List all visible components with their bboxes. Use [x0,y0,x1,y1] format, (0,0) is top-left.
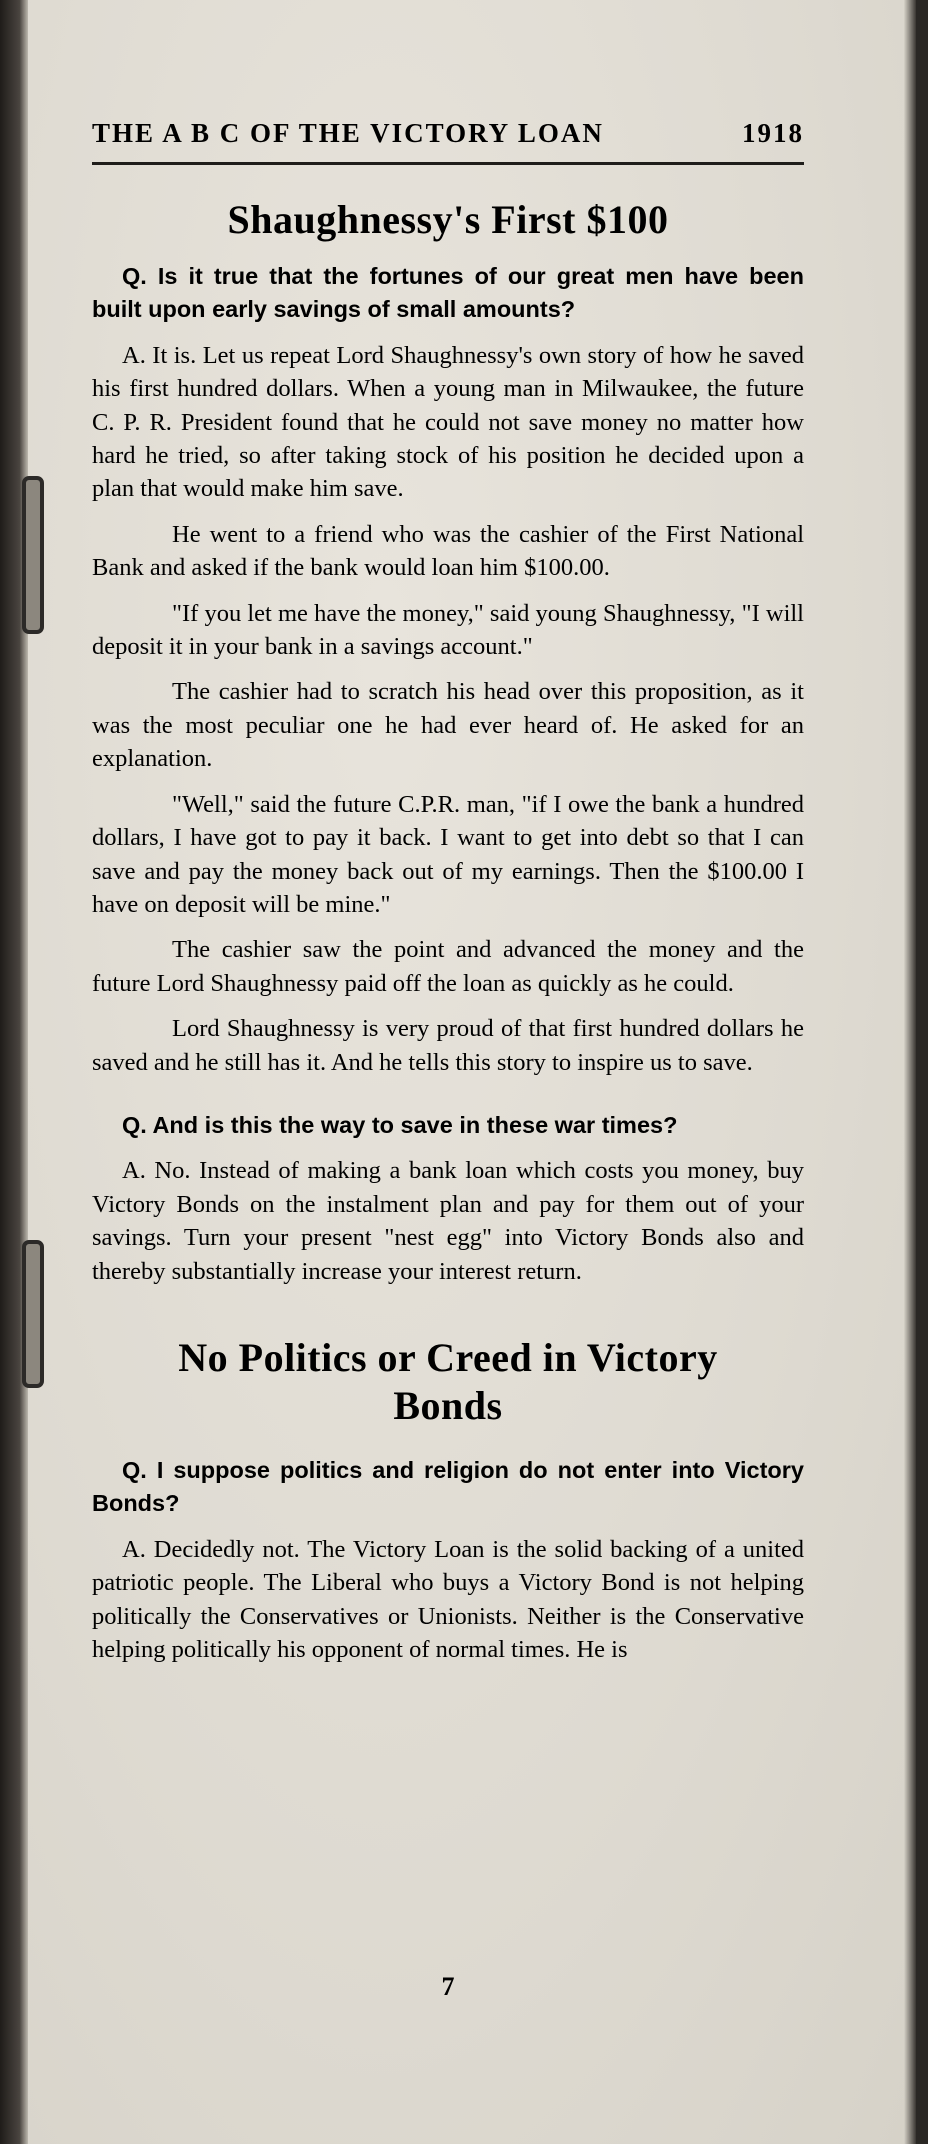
body-paragraph: The cashier saw the point and advanced the money and the future Lord Shaughnessy paid off the loan as quickly as he could. [92,936,804,997]
running-head [92,118,804,149]
staple-top [22,476,44,634]
running-head-year: 1918 [742,118,804,148]
question-paragraph: Q. Is it true that the fortunes of our great men have been built upon early savings of small amounts? [92,263,804,323]
question-paragraph: Q. I suppose politics and religion do not enter into Victory Bonds? [92,1456,804,1517]
body-paragraph: Lord Shaughnessy is very proud of that first hundred dollars he saved and he still has it. And he tells this story to inspire us to save. [92,1015,804,1076]
answer-paragraph: A. It is. Let us repeat Lord Shaughnessy's own story of how he saved his first hundred dollars. When a young man in Milwaukee, the future C. P. R. President found that he could not save money no matter how hard he tried, so after taking stock of his position he decided upon a plan that would make him save. [92,341,804,503]
body-paragraph: He went to a friend who was the cashier of the First National Bank and asked if the bank would loan him $100.00. [92,520,804,582]
answer-paragraph: A. Decidedly not. The Victory Loan is the solid backing of a united patriotic people. The Liberal who buys a Victory Bond is not helping politically the Conservatives or Unionists. Neither is the Conservative helping politically his opponent of normal times. He is [92,1535,804,1663]
question-paragraph: Q. And is this the way to save in these war times? [122,1111,678,1138]
page-edge-shadow [904,0,916,2144]
section-heading-politics: No Politics or Creed in Victory Bonds [178,1334,718,1428]
answer-paragraph: A. No. Instead of making a bank loan which costs you money, buy Victory Bonds on the instalment plan and pay for them out of your savings. Turn your present "nest egg" into Victory Bonds also and thereby substantially increase your interest return. [92,1157,804,1285]
body-paragraph: "Well," said the future C.P.R. man, "if I owe the bank a hundred dollars, I have got to pay it back. I want to get into debt so that I can save and pay the money back out of my earnings. Then the $100.00 I have on deposit will be mine." [92,790,804,918]
header-rule [92,162,804,165]
body-paragraph: The cashier had to scratch his head over this proposition, as it was the most peculiar one he had ever heard of. He asked for an explanation. [92,678,804,773]
staple-bottom [22,1240,44,1388]
section-heading-shaughnessy: Shaughnessy's First $100 [227,197,669,242]
book-spine [0,0,28,2144]
page-content [92,190,804,1666]
running-head-title: THE A B C OF THE VICTORY LOAN [92,118,604,148]
body-paragraph: "If you let me have the money," said young Shaughnessy, "I will deposit it in your bank in a savings account." [92,599,804,661]
page-number: 7 [441,1972,455,2001]
